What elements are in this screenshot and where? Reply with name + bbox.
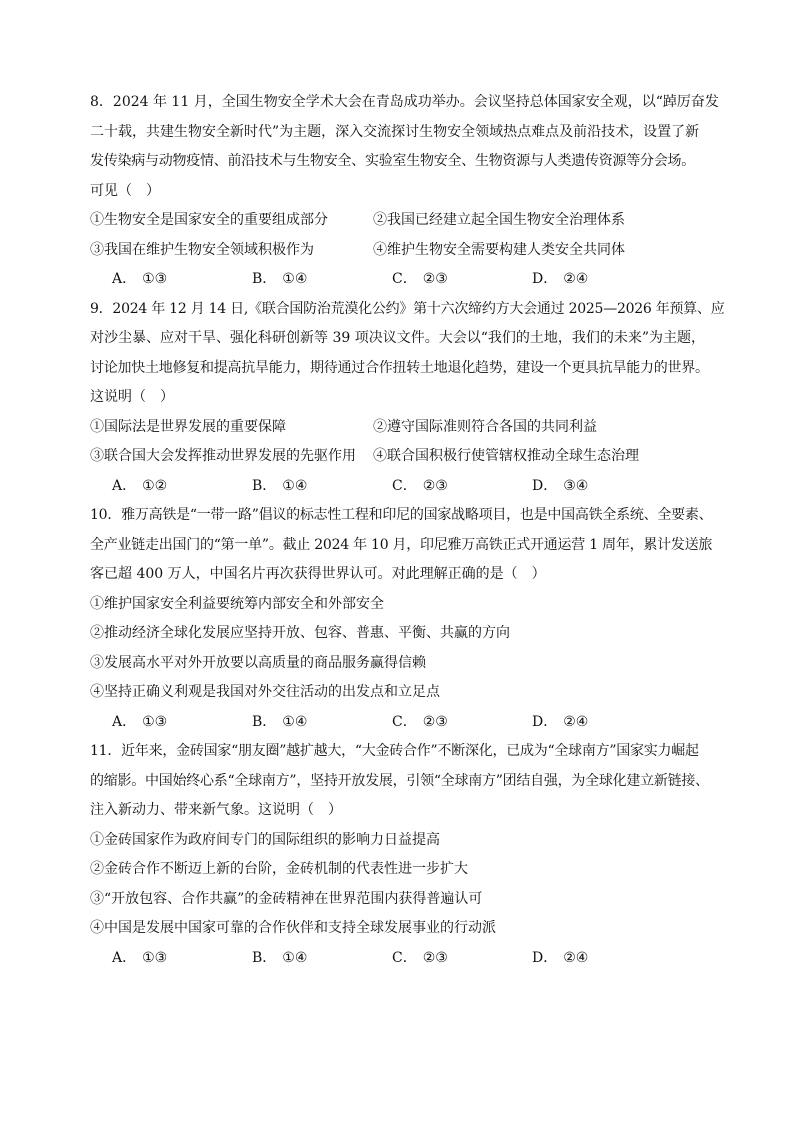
choice-letter: C． <box>392 949 417 966</box>
question-stem-line: 客已超 400 万人，中国名片再次获得世界认可。对此理解正确的是（ ） <box>90 566 546 582</box>
answer-choices <box>90 944 710 974</box>
question-stem-line: 二十载，共建生物安全新时代”为主题，深入交流探讨生物安全领域热点难点及前沿技术，设置了新 <box>90 123 700 140</box>
statement-1: ①国际法是世界发展的重要保障 <box>90 418 286 435</box>
choice-letter: C． <box>392 713 417 730</box>
question-11 <box>90 737 710 973</box>
statement-4: ④联合国积极行使管辖权推动全球生态治理 <box>373 448 639 464</box>
statement-row <box>90 413 710 443</box>
choice-value: ①④ <box>282 713 308 730</box>
question-stem-line: 注入新动力、带来新气象。这说明（ ） <box>90 802 342 818</box>
question-stem-line: 10．雅万高铁是“一带一路”倡议的标志性工程和印尼的国家战略项目，也是中国高铁全系统、全要素、 <box>90 507 713 523</box>
statement-4: ④维护生物安全需要构建人类安全共同体 <box>373 241 625 258</box>
choice-value: ②③ <box>422 477 448 494</box>
choice-c[interactable] <box>392 265 532 295</box>
statement-1: ①金砖国家作为政府间专门的国际组织的影响力日益提高 <box>90 831 440 848</box>
question-list <box>90 88 725 973</box>
choice-c[interactable] <box>392 472 532 502</box>
choice-letter: A． <box>112 713 137 730</box>
choice-letter: A． <box>112 949 137 966</box>
choice-b[interactable] <box>252 944 392 974</box>
statement-1: ①维护国家安全利益要统筹内部安全和外部安全 <box>90 595 384 612</box>
choice-c[interactable] <box>392 708 532 738</box>
statement-3: ③联合国大会发挥推动世界发展的先驱作用 <box>90 448 356 464</box>
choice-value: ①③ <box>142 713 168 730</box>
answer-choices <box>90 472 710 502</box>
statement-3: ③“开放包容、合作共赢”的金砖精神在世界范围内获得普遍认可 <box>90 890 483 907</box>
choice-letter: C． <box>392 477 417 494</box>
question-stem-line: 的缩影。中国始终心系“全球南方”，坚持开放发展，引领“全球南方”团结自强，为全球化建立新链接、 <box>90 772 709 789</box>
statement-2: ②遵守国际准则符合各国的共同利益 <box>373 418 597 435</box>
choice-value: ②④ <box>563 713 589 730</box>
choice-a[interactable] <box>112 472 252 502</box>
statement-1: ①生物安全是国家安全的重要组成部分 <box>90 212 328 228</box>
choice-letter: C． <box>392 271 417 287</box>
statement-2: ②金砖合作不断迈上新的台阶，金砖机制的代表性进一步扩大 <box>90 861 468 877</box>
question-stem-line: 全产业链走出国门的“第一单”。截止 2024 年 10 月，印尼雅万高铁正式开通运营 1 周年，累计发送旅 <box>90 536 713 553</box>
statement-3: ③我国在维护生物安全领域积极作为 <box>90 241 314 258</box>
question-stem-line: 对沙尘暴、应对干旱、强化科研创新等 39 项决议文件。大会以“我们的土地，我们的未来”为主题， <box>90 330 706 346</box>
choice-value: ①④ <box>282 477 308 494</box>
choice-value: ②③ <box>422 271 448 287</box>
choice-letter: B． <box>252 271 277 287</box>
question-10 <box>90 501 713 737</box>
choice-letter: D． <box>532 949 558 966</box>
statement-row <box>90 442 710 472</box>
choice-d[interactable] <box>532 265 672 295</box>
choice-letter: A． <box>112 477 137 494</box>
choice-letter: D． <box>532 713 558 730</box>
choice-letter: D． <box>532 271 558 287</box>
choice-b[interactable] <box>252 265 392 295</box>
choice-d[interactable] <box>532 708 672 738</box>
question-stem-line: 8．2024 年 11 月，全国生物安全学术大会在青岛成功举办。会议坚持总体国家安全观，以“踔厉奋发 <box>90 94 719 110</box>
question-stem-line: 发传染病与动物疫情、前沿技术与生物安全、实验室生物安全、生物资源与人类遗传资源等分会场。 <box>90 153 695 169</box>
choice-b[interactable] <box>252 472 392 502</box>
statement-row <box>90 206 710 236</box>
choice-value: ①④ <box>282 949 308 966</box>
choice-b[interactable] <box>252 708 392 738</box>
choice-value: ②④ <box>563 949 589 966</box>
question-8 <box>90 88 719 295</box>
question-stem-line: 可见（ ） <box>90 182 160 199</box>
statement-4: ④中国是发展中国家可靠的合作伙伴和支持全球发展事业的行动派 <box>90 920 496 936</box>
choice-value: ③④ <box>563 477 589 494</box>
choice-letter: D． <box>532 477 558 494</box>
choice-value: ②③ <box>422 949 448 966</box>
choice-value: ①③ <box>142 949 168 966</box>
choice-d[interactable] <box>532 944 672 974</box>
question-stem-line: 9．2024 年 12 月 14 日,《联合国防治荒漠化公约》第十六次缔约方大会通过 2025—2026 年预算、应 <box>90 300 725 317</box>
choice-value: ①② <box>142 477 168 494</box>
question-9 <box>90 295 725 502</box>
choice-letter: B． <box>252 477 277 494</box>
statement-2: ②我国已经建立起全国生物安全治理体系 <box>373 212 625 228</box>
choice-a[interactable] <box>112 708 252 738</box>
choice-letter: B． <box>252 949 277 966</box>
choice-d[interactable] <box>532 472 672 502</box>
choice-value: ①③ <box>142 271 168 287</box>
choice-c[interactable] <box>392 944 532 974</box>
question-stem-line: 11．近年来，金砖国家“朋友圈”越扩越大，“大金砖合作”不断深化，已成为“全球南方”国家实力崛起 <box>90 743 699 759</box>
answer-choices <box>90 265 710 295</box>
choice-value: ①④ <box>282 271 308 287</box>
statement-row <box>90 236 710 266</box>
choice-value: ②④ <box>563 271 589 287</box>
choice-value: ②③ <box>422 713 448 730</box>
choice-a[interactable] <box>112 944 252 974</box>
statement-3: ③发展高水平对外开放要以高质量的商品服务赢得信赖 <box>90 654 426 671</box>
question-stem-line: 讨论加快土地修复和提高抗旱能力，期待通过合作扭转土地退化趋势，建设一个更具抗旱能力的世界。 <box>90 359 709 376</box>
choice-letter: A． <box>112 271 137 287</box>
question-stem-line: 这说明（ ） <box>90 389 174 405</box>
choice-letter: B． <box>252 713 277 730</box>
statement-2: ②推动经济全球化发展应坚持开放、包容、普惠、平衡、共赢的方向 <box>90 625 510 641</box>
answer-choices <box>90 708 710 738</box>
statement-4: ④坚持正确义利观是我国对外交往活动的出发点和立足点 <box>90 684 440 700</box>
choice-a[interactable] <box>112 265 252 295</box>
